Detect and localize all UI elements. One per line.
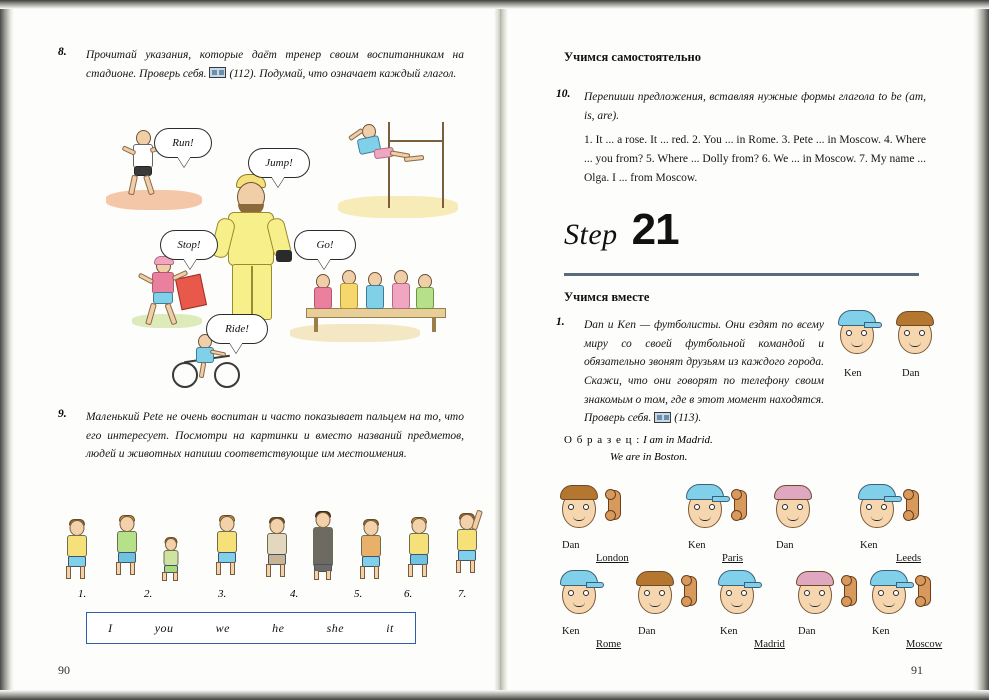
face-grid-9 (872, 570, 914, 620)
face-grid-5 (562, 570, 604, 620)
grid-name-5: Ken (562, 626, 580, 637)
kid-figure (354, 520, 388, 582)
phone-icon-5 (844, 576, 857, 606)
exercise-9-text: Маленький Pete не очень воспитан и часто показывает пальцем на то, что его интересует. Посмотри на картинки и вместо названий предметов, людей и животных напиши соответствующие им местоимения. (86, 411, 464, 461)
exercise-10 (556, 88, 926, 187)
sample-line-2: We are in Boston. (610, 450, 688, 463)
step-heading (564, 205, 924, 265)
kid-figure (260, 518, 294, 582)
phone-icon-3 (906, 490, 919, 520)
item-number: 3. (218, 588, 227, 600)
heading-together: Учимся вместе (564, 290, 650, 304)
page-edge-left (0, 0, 14, 700)
exercise-1-text: Dan и Ken — футболисты. Они ездят по всему миру со своей футбольной командой и обязательно звонят друзьям из каждого города. Скажи, что они говорят по телефону своим знакомым о том, где в этот момент находятся. Проверь себя. (584, 319, 824, 425)
grid-name-6: Dan (638, 626, 656, 637)
speech-bubble-ride: Ride! (206, 314, 268, 344)
kid-figure (60, 520, 94, 582)
kid-figure-pointing (450, 514, 484, 582)
grid-city-5: Rome (596, 639, 622, 650)
pronoun-she: she (326, 620, 345, 635)
grid-name-3: Dan (776, 540, 794, 551)
face-grid-7 (720, 570, 762, 620)
grid-name-9: Ken (872, 626, 890, 637)
label-dan-top: Dan (902, 368, 920, 379)
exercise-1-text-tail: (113). (674, 412, 702, 425)
face-grid-2 (688, 484, 730, 534)
grid-name-7: Ken (720, 626, 738, 637)
face-grid-3 (776, 484, 818, 534)
sample-label: О б р а з е ц : (564, 434, 641, 446)
face-grid-1 (562, 484, 604, 534)
page-edge-bottom (0, 690, 989, 700)
phone-icon-6 (918, 576, 931, 606)
book-gutter (494, 6, 508, 694)
speech-bubble-stop: Stop! (160, 230, 218, 260)
speech-bubble-go: Go! (294, 230, 356, 260)
item-number: 5. (354, 588, 363, 600)
kid-figure (402, 518, 436, 582)
pronouns-box (86, 612, 416, 644)
book-spine-line (500, 6, 501, 694)
phone-icon-4 (684, 576, 697, 606)
phone-icon-1 (608, 490, 621, 520)
item-number: 6. (404, 588, 413, 600)
face-grid-8 (798, 570, 840, 620)
figure-coach (210, 174, 302, 324)
pronoun-it: it (386, 620, 394, 635)
exercise-9 (58, 408, 464, 464)
exercise-9-number: 9. (58, 408, 67, 420)
item-number: 4. (290, 588, 299, 600)
grid-name-1: Dan (562, 540, 580, 551)
item-number: 2. (144, 588, 153, 600)
exercise-8-number: 8. (58, 46, 67, 58)
sample-block (564, 432, 864, 465)
page-number-left: 90 (58, 663, 70, 677)
exercise-10-sentences: 1. It ... a rose. It ... red. 2. You ... in Rome. 3. Pete ... in Moscow. 4. Where ... you from? 5. Where ... Dolly from? 6. We ... in Moscow. 7. My name ... Olga. I ... from Moscow. (584, 134, 926, 184)
audio-cassette-icon (209, 67, 226, 78)
sample-line-1: I am in Madrid. (643, 434, 713, 446)
page-edge-right (973, 0, 989, 700)
kid-figure (210, 516, 244, 582)
page-edge-top (0, 0, 989, 9)
exercise-8-text-part2: (112). Подумай, что означает каждый глагол. (229, 67, 457, 80)
grid-name-4: Ken (860, 540, 878, 551)
step-word: Step (564, 218, 618, 251)
phone-icon-2 (734, 490, 747, 520)
exercise-9-illustration (54, 497, 474, 582)
pronoun-i: I (108, 620, 113, 635)
step-number: 21 (631, 205, 679, 254)
grid-city-1: London (596, 553, 629, 564)
face-ken-top (840, 310, 882, 360)
audio-cassette-icon (654, 412, 671, 423)
right-page (508, 0, 973, 700)
exercise-10-intro: Перепиши предложения, вставляя нужные формы глагола to be (am, is, are). (584, 91, 926, 122)
kid-figure-small (158, 538, 184, 582)
item-number: 7. (458, 588, 467, 600)
kid-figure-adult (308, 512, 338, 582)
figure-kids-bench (306, 268, 446, 332)
exercise-9-item-numbers (54, 588, 474, 604)
page-number-right: 91 (911, 663, 923, 677)
grid-city-4: Leeds (896, 553, 922, 564)
figure-jumper (344, 118, 464, 214)
speech-bubble-run: Run! (154, 128, 212, 158)
exercise-10-number: 10. (556, 88, 571, 100)
speech-bubble-jump: Jump! (248, 148, 310, 178)
item-number: 1. (78, 588, 87, 600)
face-grid-6 (638, 570, 680, 620)
grid-city-2: Paris (722, 553, 743, 564)
kid-figure (110, 516, 144, 582)
section-divider (564, 273, 919, 276)
exercise-8-illustration (58, 118, 478, 378)
pronoun-you: you (154, 620, 174, 635)
exercise-8 (58, 46, 464, 83)
pronoun-we: we (215, 620, 230, 635)
face-dan-top (898, 310, 940, 360)
label-ken-top: Ken (844, 368, 862, 379)
exercise-1-number: 1. (556, 316, 565, 328)
grid-city-9: Moscow (906, 639, 943, 650)
grid-name-8: Dan (798, 626, 816, 637)
left-page (14, 0, 494, 700)
figure-running-girl (136, 258, 194, 338)
face-grid-4 (860, 484, 902, 534)
grid-name-2: Ken (688, 540, 706, 551)
exercise-1 (556, 316, 824, 428)
heading-self-study: Учимся самостоятельно (564, 50, 701, 64)
exercise-8-text-part1: Прочитай указания, которые даёт тренер своим воспитанникам на стадионе. Проверь себя. (86, 49, 464, 80)
pronoun-he: he (272, 620, 285, 635)
grid-city-7: Madrid (754, 639, 785, 650)
